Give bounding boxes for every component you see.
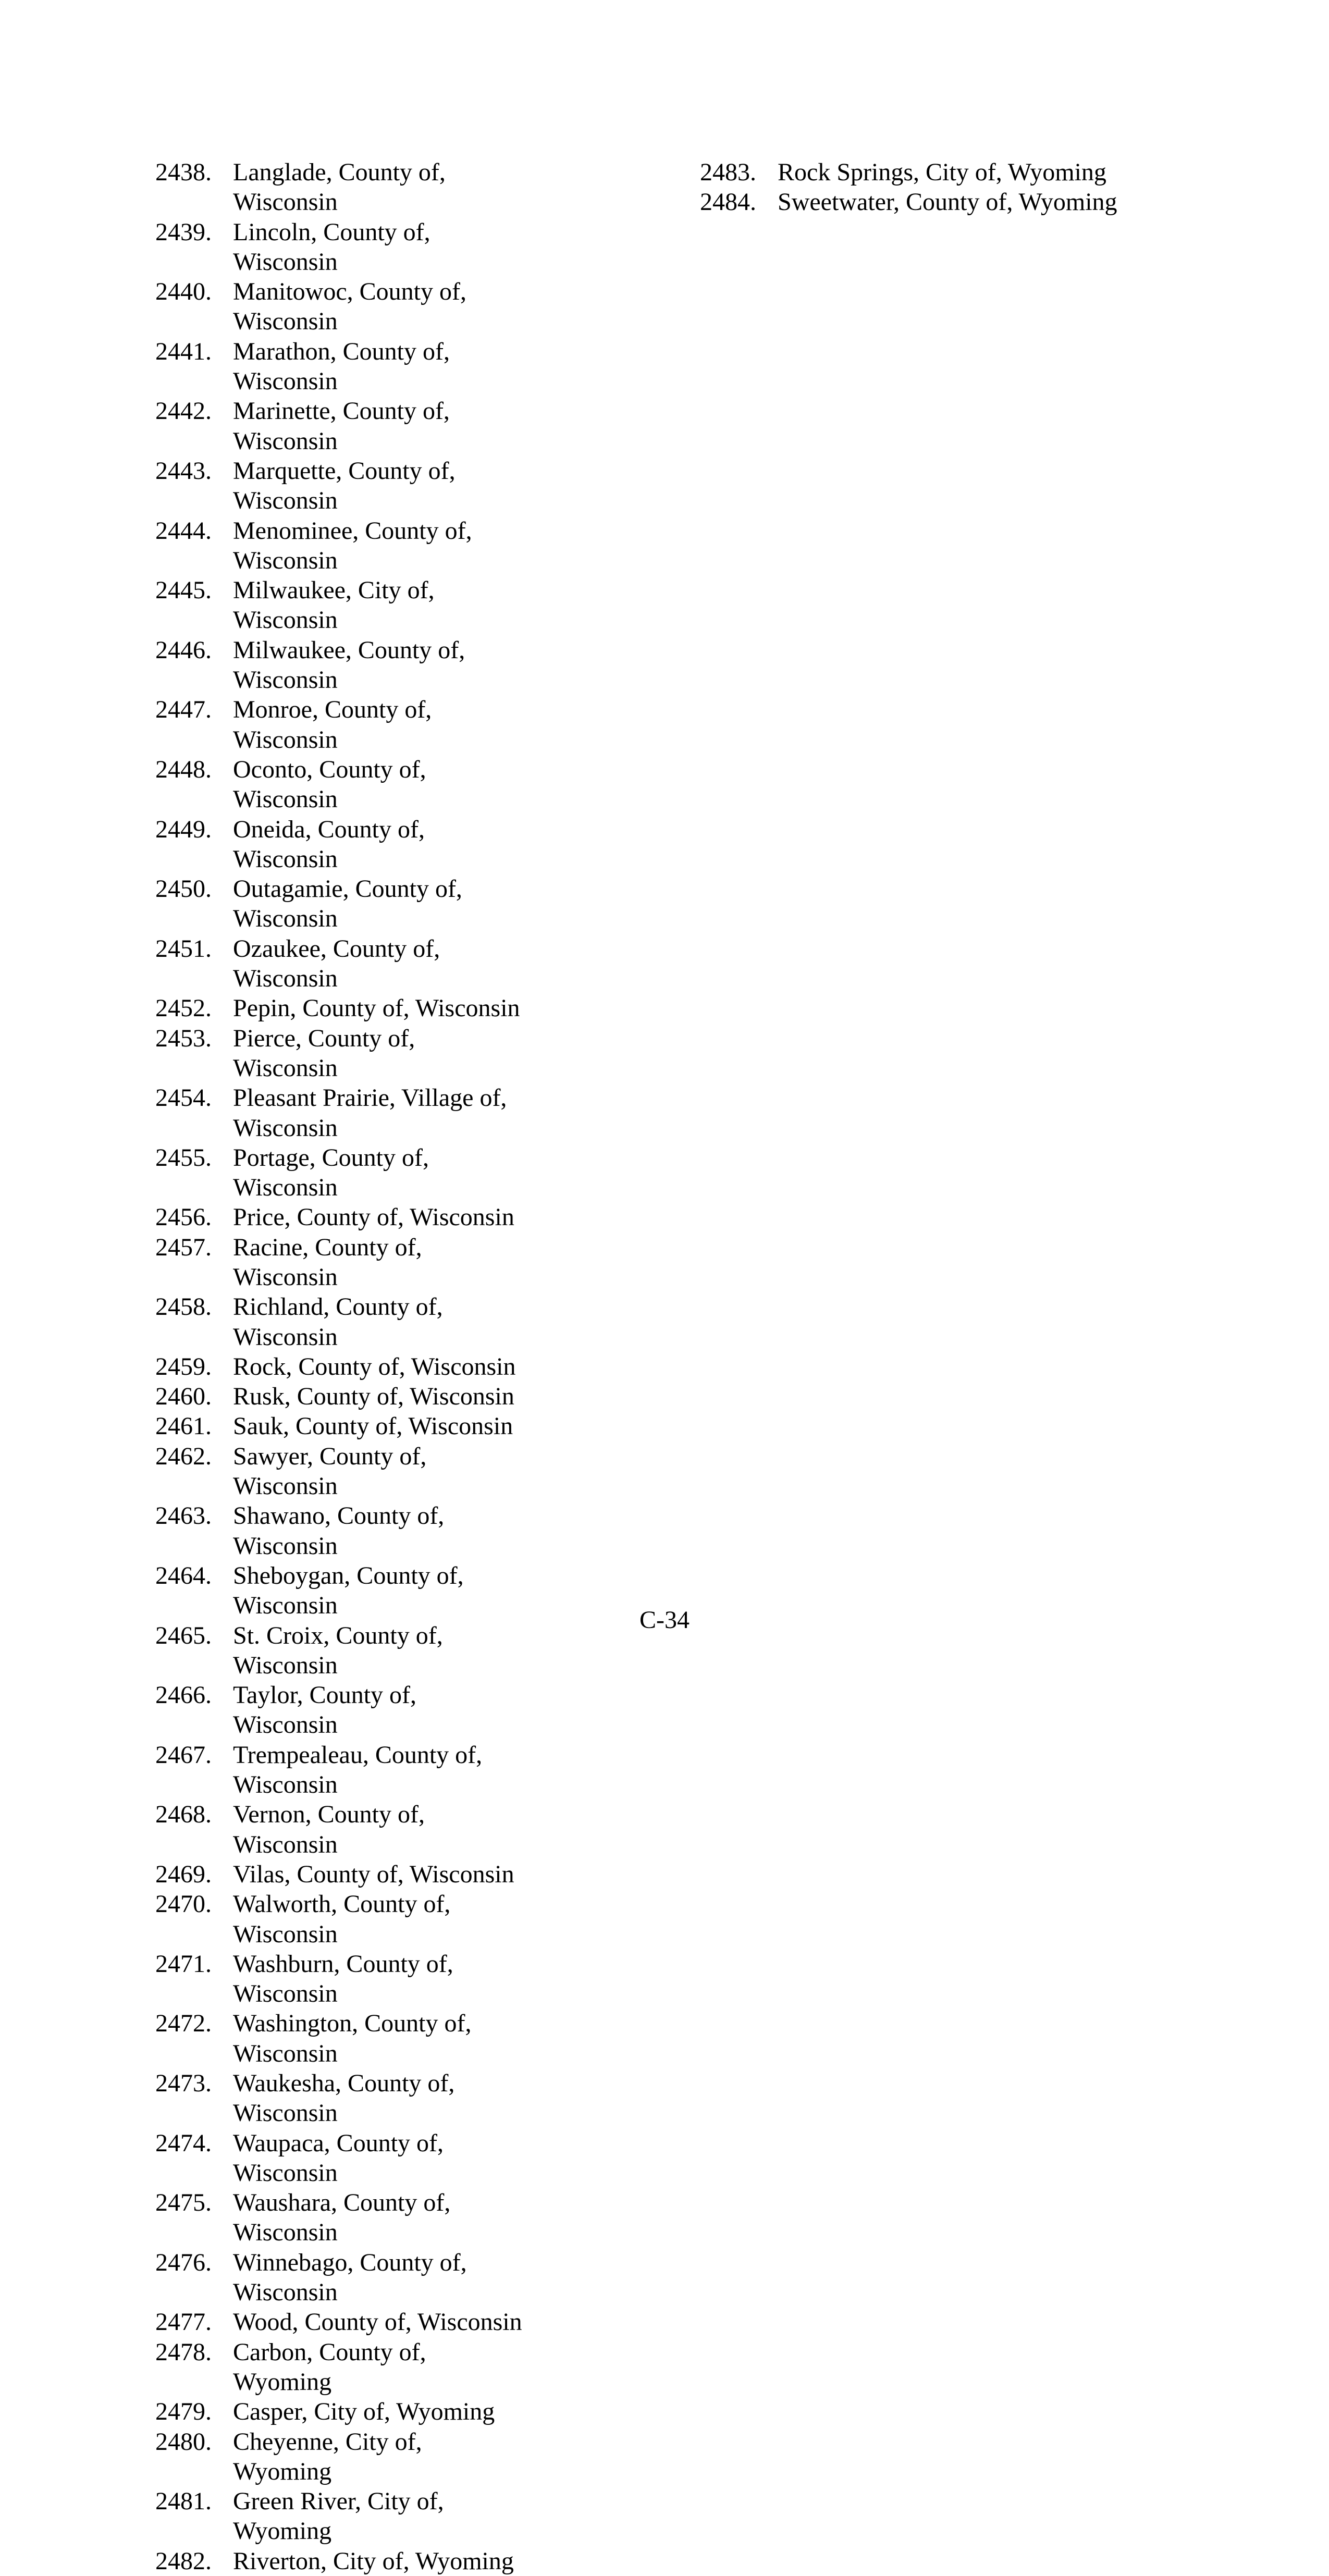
list-item-number: 2472. (155, 2010, 212, 2038)
list-item-name: Lincoln, County of, Wisconsin (233, 218, 430, 276)
list-item (155, 2397, 676, 2426)
list-item (155, 2546, 676, 2576)
list-item-number: 2481. (155, 2487, 212, 2516)
list-item-name: St. Croix, County of, Wisconsin (233, 1621, 443, 1679)
list-item-name: Pierce, County of, Wisconsin (233, 1024, 415, 1082)
list-item-number: 2444. (155, 516, 212, 545)
list-item-name: Marquette, County of, Wisconsin (233, 457, 456, 515)
list-item (155, 1232, 676, 1292)
list-item-number: 2475. (155, 2189, 212, 2217)
list-item (155, 456, 676, 516)
list-item (155, 2427, 676, 2487)
list-item-name: Racine, County of, Wisconsin (233, 1233, 422, 1291)
list-item (155, 1024, 676, 1083)
list-item-number: 2464. (155, 1561, 212, 1589)
left-column-list (155, 157, 676, 2576)
list-item-name: Waukesha, County of, Wisconsin (233, 2069, 455, 2127)
list-item (155, 575, 676, 635)
list-item-name: Cheyenne, City of, Wyoming (233, 2427, 422, 2485)
list-item (155, 635, 676, 695)
list-item-number: 2441. (155, 337, 212, 365)
list-item-number: 2440. (155, 278, 212, 306)
list-item (155, 1859, 676, 1889)
list-item-number: 2451. (155, 934, 212, 963)
list-item-name: Vilas, County of, Wisconsin (233, 1860, 514, 1888)
list-item-name: Menominee, County of, Wisconsin (233, 516, 472, 574)
list-item-name: Waupaca, County of, Wisconsin (233, 2129, 444, 2187)
list-item-name: Richland, County of, Wisconsin (233, 1293, 443, 1351)
list-item-name: Wood, County of, Wisconsin (233, 2308, 522, 2336)
list-item (155, 157, 676, 217)
list-item-name: Casper, City of, Wyoming (233, 2398, 495, 2426)
list-item-name: Rock Springs, City of, Wyoming (778, 158, 1106, 186)
page-number: C-34 (639, 1606, 690, 1634)
list-item-name: Monroe, County of, Wisconsin (233, 696, 432, 754)
list-item-number: 2463. (155, 1502, 212, 1530)
list-item (155, 516, 676, 576)
list-item-number: 2443. (155, 457, 212, 485)
list-item (155, 2486, 676, 2546)
list-item-name: Waushara, County of, Wisconsin (233, 2189, 451, 2247)
list-item-number: 2480. (155, 2427, 212, 2456)
list-item-name: Marinette, County of, Wisconsin (233, 397, 450, 455)
list-item-number: 2474. (155, 2129, 212, 2157)
list-item-name: Rusk, County of, Wisconsin (233, 1383, 514, 1411)
list-item-number: 2466. (155, 1681, 212, 1709)
list-item-number: 2459. (155, 1352, 212, 1381)
list-item-name: Price, County of, Wisconsin (233, 1203, 514, 1231)
list-item (155, 755, 676, 815)
list-item-number: 2455. (155, 1143, 212, 1172)
right-column-list (700, 157, 1200, 217)
list-item-number: 2477. (155, 2308, 212, 2336)
list-item (155, 1949, 676, 2009)
list-item (155, 2188, 676, 2248)
list-item-number: 2469. (155, 1860, 212, 1888)
list-item-name: Sweetwater, County of, Wyoming (778, 188, 1117, 216)
list-item-number: 2456. (155, 1203, 212, 1231)
list-item-number: 2483. (700, 158, 756, 186)
list-item (700, 187, 1200, 217)
list-item-name: Vernon, County of, Wisconsin (233, 1801, 425, 1858)
list-item (155, 934, 676, 994)
list-item (155, 1799, 676, 1859)
list-item-name: Manitowoc, County of, Wisconsin (233, 278, 466, 336)
list-item-name: Marathon, County of, Wisconsin (233, 337, 450, 396)
list-item-number: 2467. (155, 1741, 212, 1769)
list-item (155, 1441, 676, 1501)
list-item-number: 2449. (155, 815, 212, 843)
list-item-number: 2442. (155, 397, 212, 425)
list-item-number: 2470. (155, 1890, 212, 1918)
list-item (155, 1411, 676, 1441)
list-item-number: 2454. (155, 1084, 212, 1112)
list-item-name: Outagamie, County of, Wisconsin (233, 875, 462, 933)
list-item-number: 2482. (155, 2547, 212, 2575)
list-item-name: Sauk, County of, Wisconsin (233, 1412, 513, 1440)
list-item-number: 2460. (155, 1383, 212, 1411)
list-item (155, 2307, 676, 2337)
list-item-number: 2438. (155, 158, 212, 186)
list-item-number: 2458. (155, 1293, 212, 1321)
list-item (155, 2248, 676, 2308)
list-item-name: Shawano, County of, Wisconsin (233, 1502, 445, 1560)
list-item (155, 815, 676, 874)
list-item-name: Milwaukee, County of, Wisconsin (233, 636, 465, 694)
list-item (155, 1501, 676, 1561)
list-item (700, 157, 1200, 187)
list-item-name: Pleasant Prairie, Village of, Wisconsin (233, 1084, 507, 1142)
list-item (155, 2337, 676, 2397)
list-item-name: Portage, County of, Wisconsin (233, 1143, 429, 1202)
list-item-name: Rock, County of, Wisconsin (233, 1352, 516, 1381)
list-item-number: 2445. (155, 576, 212, 605)
list-item-name: Washington, County of, Wisconsin (233, 2010, 472, 2067)
list-item-number: 2450. (155, 875, 212, 903)
list-item-number: 2465. (155, 1621, 212, 1649)
list-item-number: 2468. (155, 1801, 212, 1829)
list-item-number: 2484. (700, 188, 756, 216)
list-item (155, 1143, 676, 1203)
list-item (155, 993, 676, 1023)
list-item-number: 2462. (155, 1442, 212, 1470)
list-item-number: 2457. (155, 1233, 212, 1261)
list-item (155, 1292, 676, 1352)
list-item (155, 337, 676, 397)
list-item-number: 2446. (155, 636, 212, 664)
list-item-number: 2453. (155, 1024, 212, 1052)
list-item (155, 217, 676, 277)
list-item-name: Riverton, City of, Wyoming (233, 2547, 514, 2575)
list-item-name: Oconto, County of, Wisconsin (233, 755, 426, 814)
list-item-number: 2471. (155, 1950, 212, 1978)
list-item-number: 2447. (155, 696, 212, 724)
list-item-name: Taylor, County of, Wisconsin (233, 1681, 417, 1739)
list-item (155, 396, 676, 456)
list-item (155, 277, 676, 337)
list-item-name: Trempealeau, County of, Wisconsin (233, 1741, 483, 1799)
list-item-name: Oneida, County of, Wisconsin (233, 815, 425, 873)
list-item-name: Sheboygan, County of, Wisconsin (233, 1561, 464, 1620)
list-item-name: Walworth, County of, Wisconsin (233, 1890, 451, 1948)
list-item (155, 2068, 676, 2128)
list-item (155, 695, 676, 755)
list-item-name: Carbon, County of, Wyoming (233, 2338, 426, 2396)
list-item-name: Green River, City of, Wyoming (233, 2487, 444, 2545)
list-item-name: Winnebago, County of, Wisconsin (233, 2248, 467, 2307)
list-item (155, 1382, 676, 1411)
list-item-name: Ozaukee, County of, Wisconsin (233, 934, 440, 993)
list-item (155, 1352, 676, 1382)
list-item-name: Langlade, County of, Wisconsin (233, 158, 446, 216)
list-item-name: Pepin, County of, Wisconsin (233, 994, 520, 1022)
list-item-name: Sawyer, County of, Wisconsin (233, 1442, 427, 1500)
list-item (155, 2008, 676, 2068)
list-item-number: 2439. (155, 218, 212, 246)
list-item (155, 1680, 676, 1740)
list-item-number: 2461. (155, 1412, 212, 1440)
list-item (155, 1889, 676, 1949)
list-item-number: 2478. (155, 2338, 212, 2366)
list-item-number: 2452. (155, 994, 212, 1022)
list-item-number: 2476. (155, 2248, 212, 2276)
list-item (155, 1202, 676, 1232)
list-item (155, 2128, 676, 2188)
list-item-number: 2448. (155, 755, 212, 783)
list-item-name: Milwaukee, City of, Wisconsin (233, 576, 435, 634)
list-item (155, 874, 676, 934)
list-item-number: 2473. (155, 2069, 212, 2097)
list-item-name: Washburn, County of, Wisconsin (233, 1950, 453, 2008)
list-item (155, 1740, 676, 1800)
list-item-number: 2479. (155, 2398, 212, 2426)
list-item (155, 1083, 676, 1143)
